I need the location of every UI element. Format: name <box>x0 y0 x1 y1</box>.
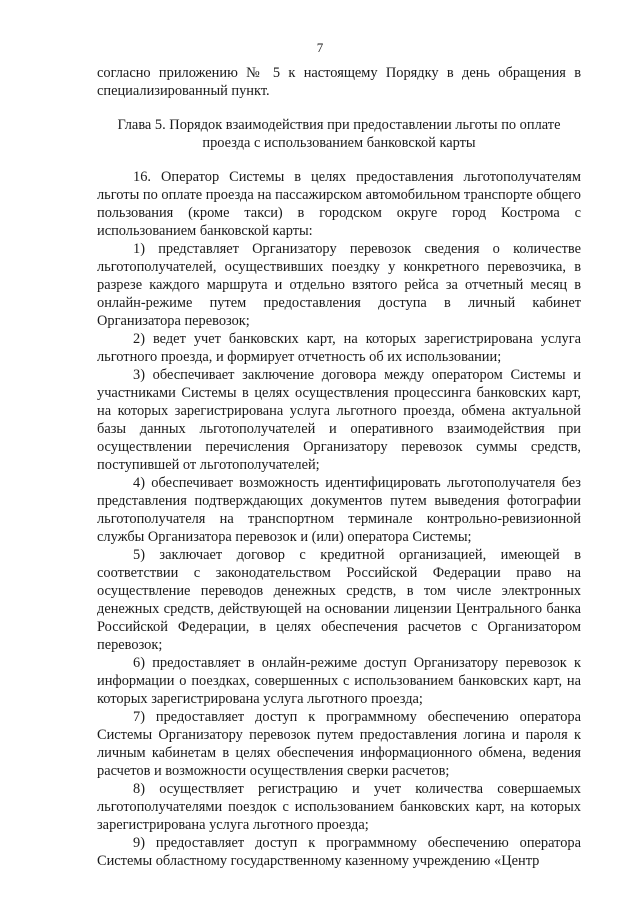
chapter-heading: Глава 5. Порядок взаимодействия при предоставлении льготы по оплате проезда с использованием банковской карты <box>117 117 561 151</box>
intro-paragraph: согласно приложению № 5 к настоящему Порядку в день обращения в специализированный пункт. <box>97 65 581 99</box>
list-item-6: 6) предоставляет в онлайн-режиме доступ Организатору перевозок к информации о поездках, совершенных с использованием банковских карт, на которых зарегистрирована услуга льготного проезда; <box>97 655 581 707</box>
list-item-3: 3) обеспечивает заключение договора между оператором Системы и участниками Системы в целях осуществления процессинга банковских карт, на которых зарегистрирована услуга льготного проезда, обмена актуальной базы данных льготополучателей и оперативного взаимодействия при осуществлении перечисления Организатору перевозок суммы средств, поступившей от льготополучателей; <box>97 367 581 473</box>
list-item-5: 5) заключает договор с кредитной организацией, имеющей в соответствии с законодательством Российской Федерации право на осуществление переводов денежных средств, в том числе электронных денежных средств, действующей на основании лицензии Центрального банка Российской Федерации, в целях обеспечения расчетов с Организатором перевозок; <box>97 547 581 653</box>
list-item-4: 4) обеспечивает возможность идентифицировать льготополучателя без представления подтверждающих документов путем выведения фотографии льготополучателя на транспортном терминале контрольно-ревизионной службы Организатора перевозок и (или) оператора Системы; <box>97 475 581 545</box>
list-item-2: 2) ведет учет банковских карт, на которых зарегистрирована услуга льготного проезда, и формирует отчетность об их использовании; <box>97 331 581 365</box>
paragraph-16: 16. Оператор Системы в целях предоставления льготополучателям льготы по оплате проезда на пассажирском автомобильном транспорте общего пользования (кроме такси) в городском округе город Кострома с использованием банковской карты: <box>97 169 581 239</box>
document-body <box>97 64 581 870</box>
list-item-9: 9) предоставляет доступ к программному обеспечению оператора Системы областному государственному казенному учреждению «Центр <box>97 835 581 869</box>
page-number: 7 <box>316 40 324 55</box>
list-item-7: 7) предоставляет доступ к программному обеспечению оператора Системы Организатору перевозок путем предоставления логина и пароля к личным кабинетам в целях обеспечения информационного обмена, ведения расчетов и возможности осуществления сверки расчетов; <box>97 709 581 779</box>
list-item-8: 8) осуществляет регистрацию и учет количества совершаемых льготополучателями поездок с использованием банковских карт, на которых зарегистрирована услуга льготного проезда; <box>97 781 581 833</box>
list-item-1: 1) представляет Организатору перевозок сведения о количестве льготополучателей, осуществивших поездку у конкретного перевозчика, в разрезе каждого маршрута и отдельно взятого рейса за отчетный месяц в онлайн-режиме путем предоставления доступа в личный кабинет Организатора перевозок; <box>97 241 581 329</box>
